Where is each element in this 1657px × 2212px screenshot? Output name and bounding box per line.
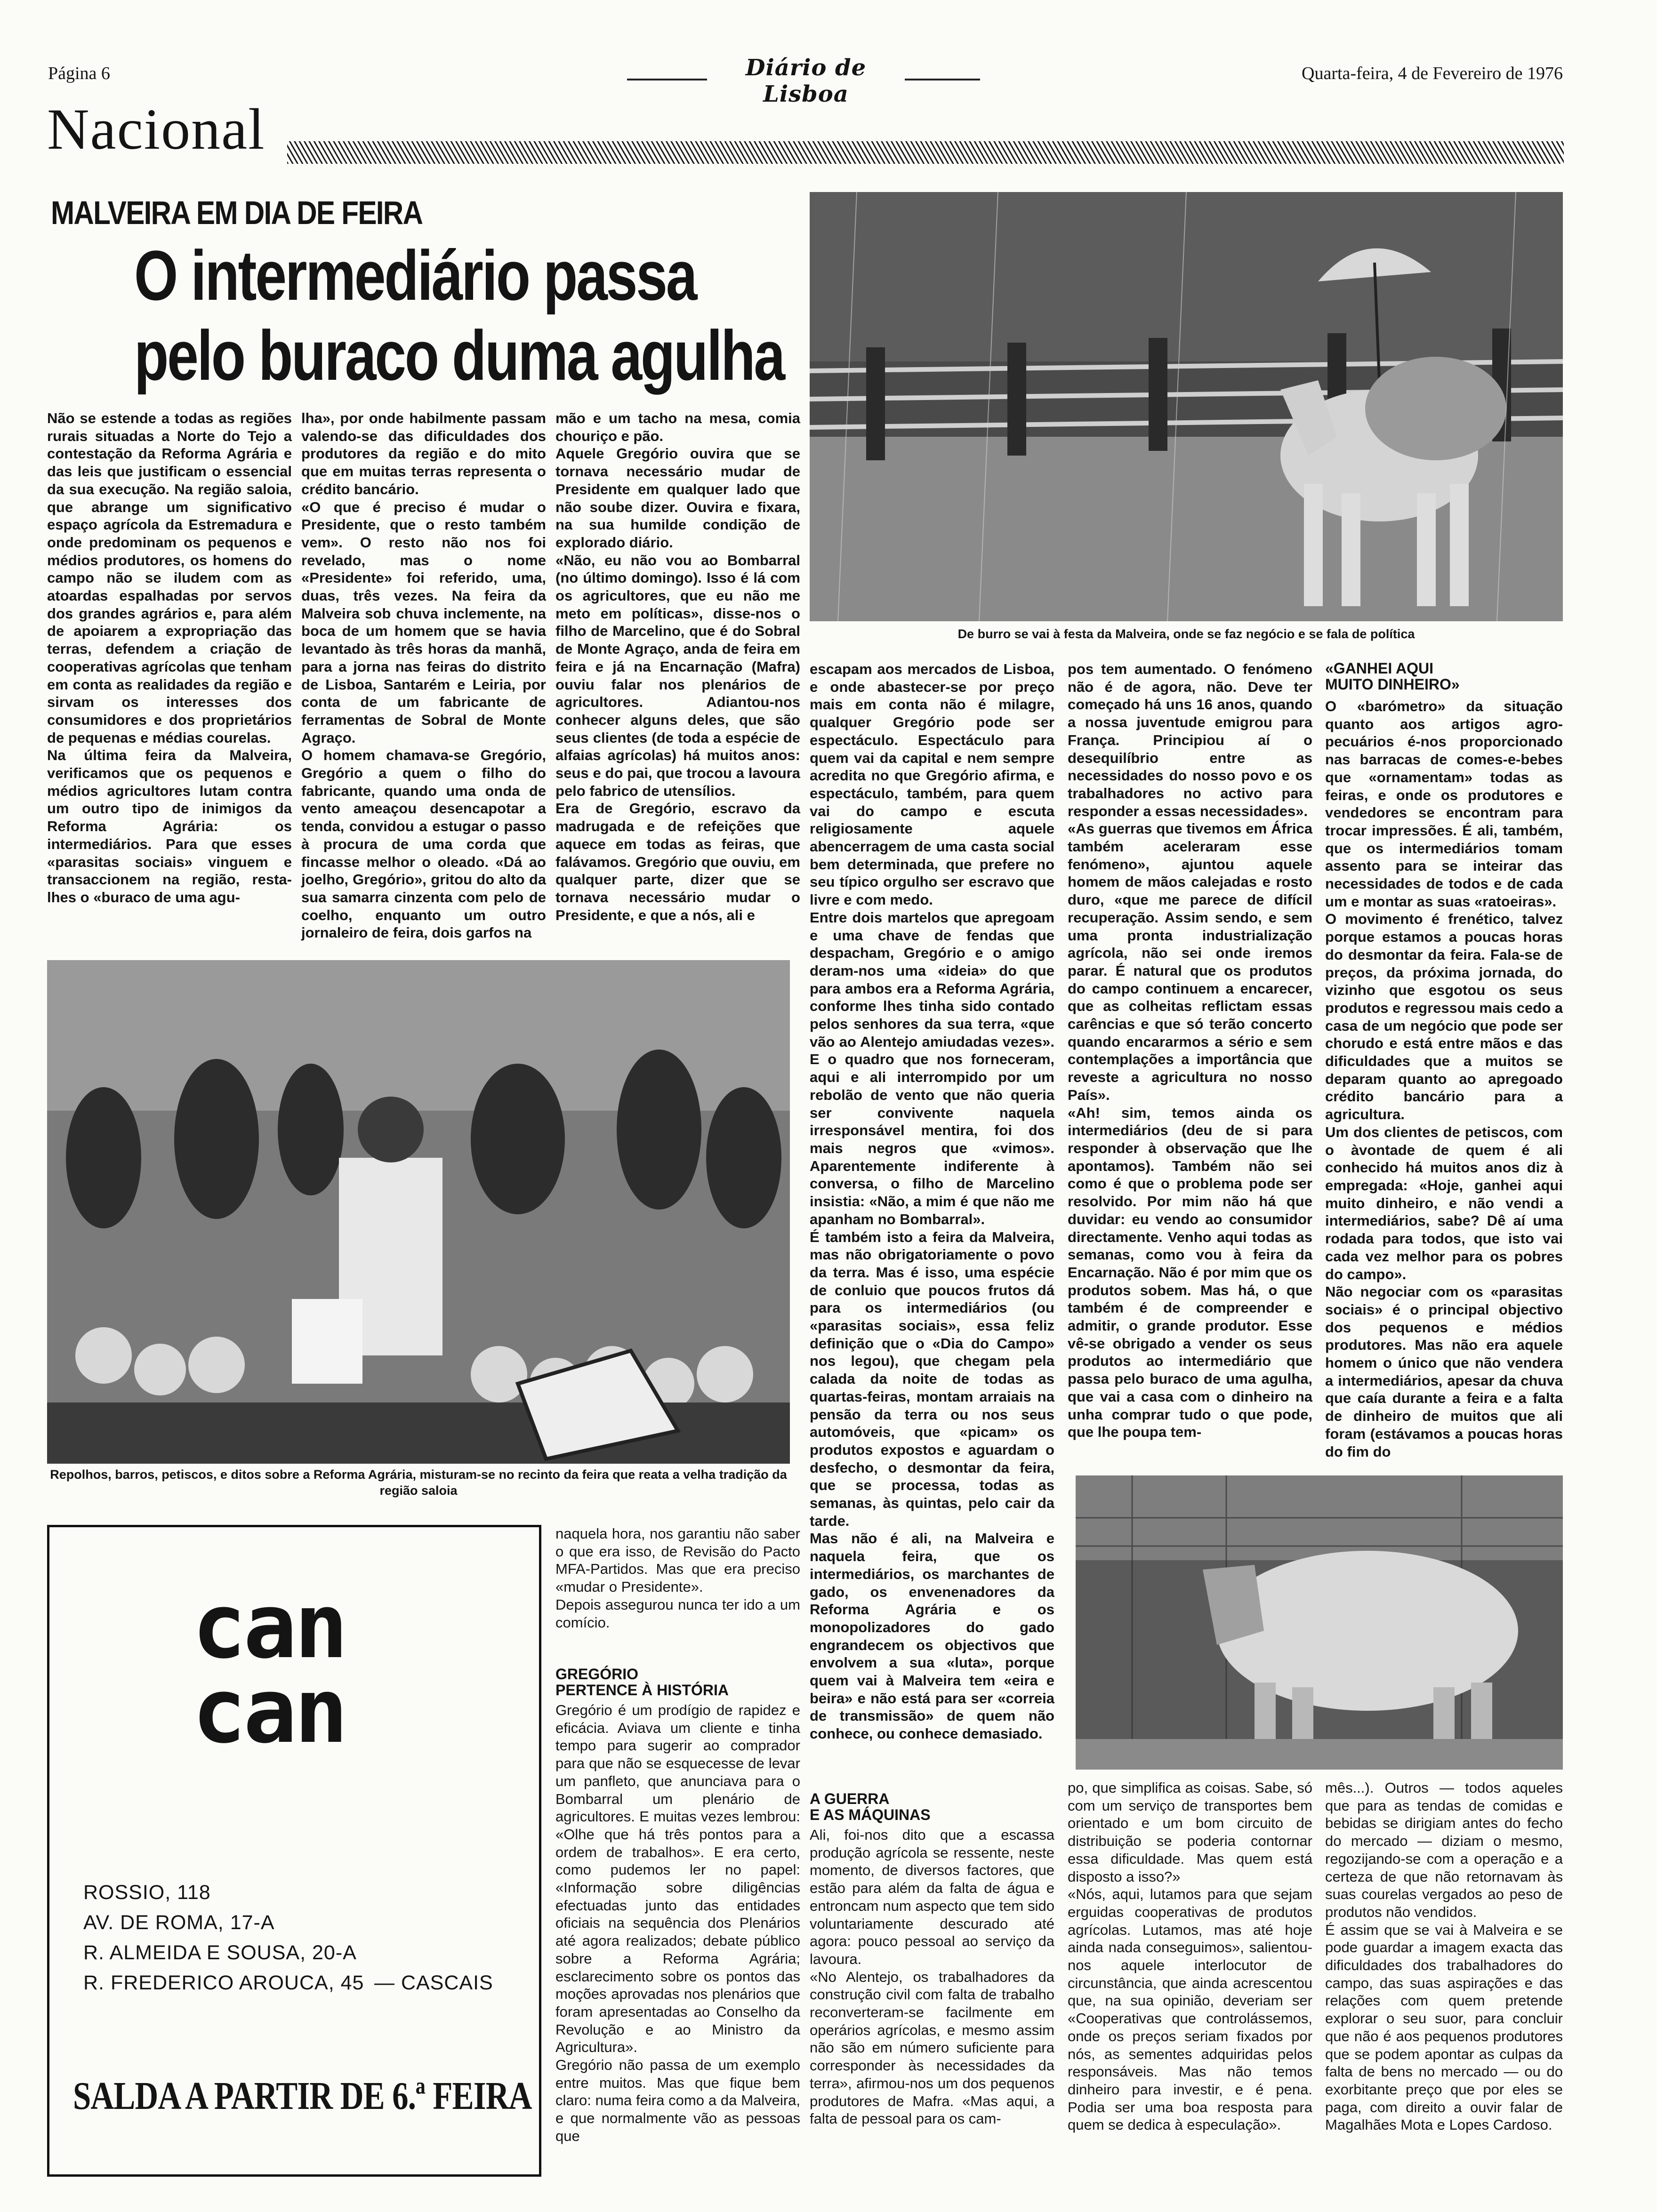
headline-line-1: O intermediário passa: [134, 236, 696, 315]
photo-donkey-caption: De burro se vai à festa da Malveira, onde se faz negócio e se fala de política: [957, 627, 1415, 641]
ad-address-4: R. FREDERICO AROUCA, 45: [83, 1972, 364, 1994]
ad-address-1: ROSSIO, 118: [83, 1881, 211, 1904]
subhead-ganhei: «GANHEI AQUI MUITO DINHEIRO»: [1325, 660, 1460, 693]
ad-town: — CASCAIS: [374, 1972, 493, 1994]
article-col-3-bottom-2: Gregório é um prodígio de rapidez e eficácia. Aviava um cliente e tinha tempo para sugerir ao comprador para que não se esquecesse de levar um panfleto, que anunciava para o Bombarral um plenário de agricultores. E muitas vezes lembrou: «Olhe que há três pontos para a ordem de trabalhos». E era certo, como pudemos ler no papel: «Informação sobre diligências efectuadas junto das entidades oficiais na sequência dos Plenários até agora realizados; debate público sobre a Reforma Agrária; esclarecimento sobre os pontos das moções aprovadas nos plenários que foram apresentadas ao Conselho da Revolução e ao Ministro da Agricultura». Gregório não passa de um exemplo entre muitos. Mas que fique bem claro: numa feira como a da Malveira, e que normalmente vão as pessoas que: [555, 1702, 800, 2144]
header-date: Quarta-feira, 4 de Fevereiro de 1976: [1302, 64, 1563, 83]
article-col-4-bottom: Ali, foi-nos dito que a escassa produção agrícola se ressente, neste momento, de diversos factores, que estão para além da falta de água e entroncam num aspecto que tem sido voluntariamente descurado até agora: pouco pessoal ao serviço da lavoura. «No Alentejo, os trabalhadores da construção civil com falta de trabalho reconverteram-se facilmente em operários agrícolas, e mesmo assim não são em número suficiente para corresponder às necessidades da terra», afirmou-nos um dos pequenos produtores de Mafra. «Mas aqui, a falta de pessoal para os cam-: [810, 1827, 1054, 2127]
ad-address-2: AV. DE ROMA, 17-A: [83, 1911, 275, 1934]
ad-logo-top: can: [192, 1574, 346, 1678]
photo-market: [47, 960, 790, 1464]
page-number: Página 6: [48, 64, 110, 83]
subhead-gregorio: GREGÓRIO PERTENCE À HISTÓRIA: [555, 1666, 729, 1699]
article-col-5-bottom: po, que simplifica as coisas. Sabe, só com um serviço de transportes bem orientado e um bom circuito de distribuição se poderia contornar essa dificuldade. Mas quem está disposto a isso?» «Nós, aqui, lutamos para que sejam erguidas cooperativas de produtos agrícolas. Lutamos, mas até hoje ainda nada conseguimos», salientou-nos aquele interlocutor de circunstância, que ainda acrescentou que, na sua opinião, deveriam ser «Cooperativas que controlássemos, onde os preços seriam fixados por nós, as sementes adquiridas pelos responsáveis. Mas não temos dinheiro para investir, e é pena. Podia ser uma boa resposta para quem se dedica à especulação».: [1068, 1779, 1312, 2133]
page-header: [48, 53, 1563, 107]
article-col-3: mão e um tacho na mesa, comia chouriço e pão. Aquele Gregório ouvira que se tornava necessário mudar de Presidente em qualquer lado que não soube dizer. Ouvira e fixara, na sua humilde condição de explorado diário. «Não, eu não vou ao Bombarral (no último domingo). Isso é lá com os agricultores, que eu não me meto em políticas», disse-nos o filho de Marcelino, que é do Sobral de Monte Agraço, anda de feira em feira e já na Encarnação (Mafra) ouviu falar nos plenários de agricultores. Adiantou-nos conhecer alguns deles, que são seus clientes (de toda a espécie de alfaias agrícolas) há muitos anos: seus e do pai, que trocou a lavoura pelo fabrico de utensílios. Era de Gregório, escravo da madrugada e de refeições que aquece em todas as feiras, que falávamos. Gregório que ouviu, em qualquer parte, dizer que se tornava necessário mudar o Presidente, e que a nós, ali e: [555, 410, 800, 923]
ad-logo-bottom: can: [192, 1659, 346, 1763]
headline-line-2: pelo buraco duma agulha: [134, 316, 784, 395]
ad-logo: [184, 1574, 354, 1763]
article-col-6-bottom: mês...). Outros — todos aqueles que para as tendas de comidas e bebidas se dirigiam antes do fecho do mercado — diziam o mesmo, regozijando-se com a operação e a certeza de que não retornavam às suas courelas vergados ao peso de produtos não vendidos. É assim que se vai à Malveira e se pode guardar a imagem exacta das dificuldades dos trabalhadores do campo, das suas aspirações e das relações com quem pretende explorar o seu suor, para concluir que não é aos pequenos produtores que se podem apontar as culpas da falta de bens no mercado — ou do exorbitante preço que por eles se paga, com direito a ouvir falar de Magalhães Mota e Lopes Cardoso.: [1325, 1779, 1563, 2133]
photo-market-caption: Repolhos, barros, petiscos, e ditos sobre a Reforma Agrária, misturam-se no recinto da feira que reata a velha tradição da região saloia: [50, 1467, 787, 1498]
photo-donkey: [810, 192, 1563, 621]
article-col-2: lha», por onde habilmente passam valendo-se das dificuldades dos produtores da região e do mito que em muitas terras representa o crédito bancário. «O que é preciso é mudar o Presidente, que o resto também vem». O resto não nos foi revelado, mas o nome «Presidente» foi referido, uma, duas, três vezes. Na feira da Malveira sob chuva inclemente, na boca de um homem que se havia levantado às três horas da manhã, para a jorna nas feiras do distrito de Lisboa, Santarém e Leiria, por conta de um fabricante de ferramentas de Sobral de Monte Agraço. O homem chamava-se Gregório, Gregório a quem o filho do fabricante, quando uma onda de vento ameaçou desencapotar a tenda, convidou a estugar o passo à procura de uma corda que fincasse melhor o oleado. «Dá ao joelho, Gregório», gritou do alto da sua samarra cinzenta com pelo de coelho, enquanto um outro jornaleiro de feira, dois garfos na: [301, 410, 546, 941]
article-col-1: Não se estende a todas as regiões rurais situadas a Norte do Tejo a contestação da Reforma Agrária e das leis que justificam o essencial da sua execução. Na região saloia, que abrange um significativo espaço agrícola da Estremadura e onde predominam os pequenos e médios produtores, os homens do campo não se iludem com as atoardas espalhadas por servos dos grandes agrários e, para além de apoiarem a expropriação das terras, defendem a criação de cooperativas agrícolas que tenham em conta as realidades da região e sirvam os interesses dos consumidores e dos proprietários de pequenas e médias courelas. Na última feira da Malveira, verificamos que os pequenos e médios agricultores lutam contra um outro tipo de inimigos da Reforma Agrária: os intermediários. Para que esses «parasitas sociais» vinguem e transaccionem na região, resta-lhes o «buraco de uma agu-: [47, 410, 292, 906]
article-col-4: escapam aos mercados de Lisboa, e onde abastecer-se por preço mais em conta não é milagre, qualquer Gregório pode ser espectáculo. Espectáculo para quem vai da capital e nem sempre acredita no que Gregório afirma, e espectáculo, também, para quem vai do campo e escuta religiosamente aquele abencerragem de uma casta social bem determinada, que prefere no seu típico orgulho ser escravo que livre e com medo. Entre dois martelos que apregoam e uma chave de fendas que despacham, Gregório e o amigo deram-nos uma «ideia» do que para ambos era a Reforma Agrária, conforme lhes tinha sido contado pelos senhores da sua terra, «que vão ao Alentejo amiudadas vezes». E o quadro que nos forneceram, aqui e ali interrompido por um rebolão de vento que não queria ser convivente naquela irresponsável mentira, foi dos mais negros que «vimos». Aparentemente indiferente à conversa, o filho de Marcelino insistia: «Não, a mim é que não me apanham no Bombarral». É também isto a feira da Malveira, mas não obrigatoriamente o povo da terra. Mas é isso, uma espécie de conluio que poucos frutos dá para os intermediários (ou «parasitas sociais», essa feliz definição que o «Dia do Campo» nos legou), que chegam pela calada da noite de todas as quartas-feiras, montam arraiais na pensão da terra ou nos seus automóveis, que «picam» os produtos expostos e aguardam o desfecho, o desmontar da feira, que se processa, todas as semanas, às quintas, pelo cair da tarde. Mas não é ali, na Malveira e naquela feira, que os intermediários, os marchantes de gado, os envenenadores da Reforma Agrária e os monopolizadores do gado engrandecem os objectivos que envolvem a sua «luta», porque quem vai à Malveira tem «eira e beira» e não está para ser «correia de transmissão» de quem não conhece, ou conhece demasiado.: [810, 661, 1054, 1742]
masthead: Diário de Lisboa: [745, 55, 867, 107]
article-col-3-bottom: naquela hora, nos garantiu não saber o que era isso, de Revisão do Pacto MFA-Partidos. Mas que era preciso «mudar o Presidente». Depois assegurou nunca ter ido a um comício.: [555, 1525, 800, 1631]
ad-can-can: [47, 1525, 541, 2177]
photo-cow: [1076, 1475, 1563, 1770]
ad-address-3: R. ALMEIDA E SOUSA, 20-A: [83, 1941, 357, 1964]
header-rule-left: [627, 79, 707, 80]
header-rule-right: [905, 79, 980, 80]
section-title: Nacional: [47, 97, 265, 161]
article-col-6: O «barómetro» da situação quanto aos artigos agro-pecuários é-nos proporcionado nas barracas de comes-e-bebes que «ornamentam» todas as feiras, e onde os produtores e vendedores se encontram para trocar impressões. É ali, também, que os intermediários tomam assento para se inteirar das necessidades de todos e de cada um e montar as suas «ratoeiras». O movimento é frenético, talvez porque estamos a poucas horas do desmontar da feira. Fala-se de preços, da próxima jornada, do vizinho que esgotou os seus produtos e regressou mais cedo a casa de um negócio que pode ser chorudo e está entre mãos e das dificuldades que a muitos se deparam quanto ao apregoado crédito bancário para a agricultura. Um dos clientes de petiscos, com o àvontade de quem é ali conhecido há muitos anos diz à empregada: «Hoje, ganhei aqui muito dinheiro, e não vendi a intermediários, sabe? Dê aí uma rodada para todos, que isto vai cada vez melhor para os pobres do campo». Não negociar com os «parasitas sociais» é o principal objectivo dos pequenos e médios produtores. Mas não era aquele homem o único que não vendera a intermediários, apesar da chuva que caía durante a feira e a falta de dinheiro de muitos que ali foram (estávamos a poucas horas do fim do: [1325, 698, 1563, 1460]
ad-banner: SALDA A PARTIR DE 6.ª FEIRA: [73, 2074, 532, 2118]
subhead-guerra: A GUERRA E AS MÁQUINAS: [810, 1790, 931, 1823]
section-hatched-rule: [287, 141, 1564, 164]
kicker: MALVEIRA EM DIA DE FEIRA: [51, 194, 423, 231]
article-col-5: pos tem aumentado. O fenómeno não é de agora, não. Deve ter começado há uns 16 anos, quando a nossa juventude emigrou para França. Principiou aí o desequilíbrio entre as necessidades do nosso povo e os trabalhadores no activo para responder a essas necessidades». «As guerras que tivemos em África também aceleraram esse fenómeno», ajuntou aquele homem de mãos calejadas e rosto duro, «que me parece de difícil recuperação. Assim sendo, e sem uma pronta industrialização agrícola, não sei onde iremos parar. É natural que os produtos do campo continuem a encarecer, que as colheitas reflictam essas carências e que só terão concerto quando encararmos a sério e sem contemplações a importância que reveste a agricultura no nosso País». «Ah! sim, temos ainda os intermediários (deu de si para responder à observação que lhe apontamos). Também não sei como é que o problema pode ser resolvido. Por mim não há que duvidar: eu vendo ao consumidor directamente. Venho aqui todas as semanas, como vou à feira da Encarnação. Não é por mim que os produtos sobem. Mas há, o que também é de compreender e admitir, o grande produtor. Esse vê-se obrigado a vender os seus produtos ao intermediário que passa pelo buraco de uma agulha, que vai a casa com o dinheiro na unha comprar tudo o que pode, que lhe poupa tem-: [1068, 661, 1312, 1441]
